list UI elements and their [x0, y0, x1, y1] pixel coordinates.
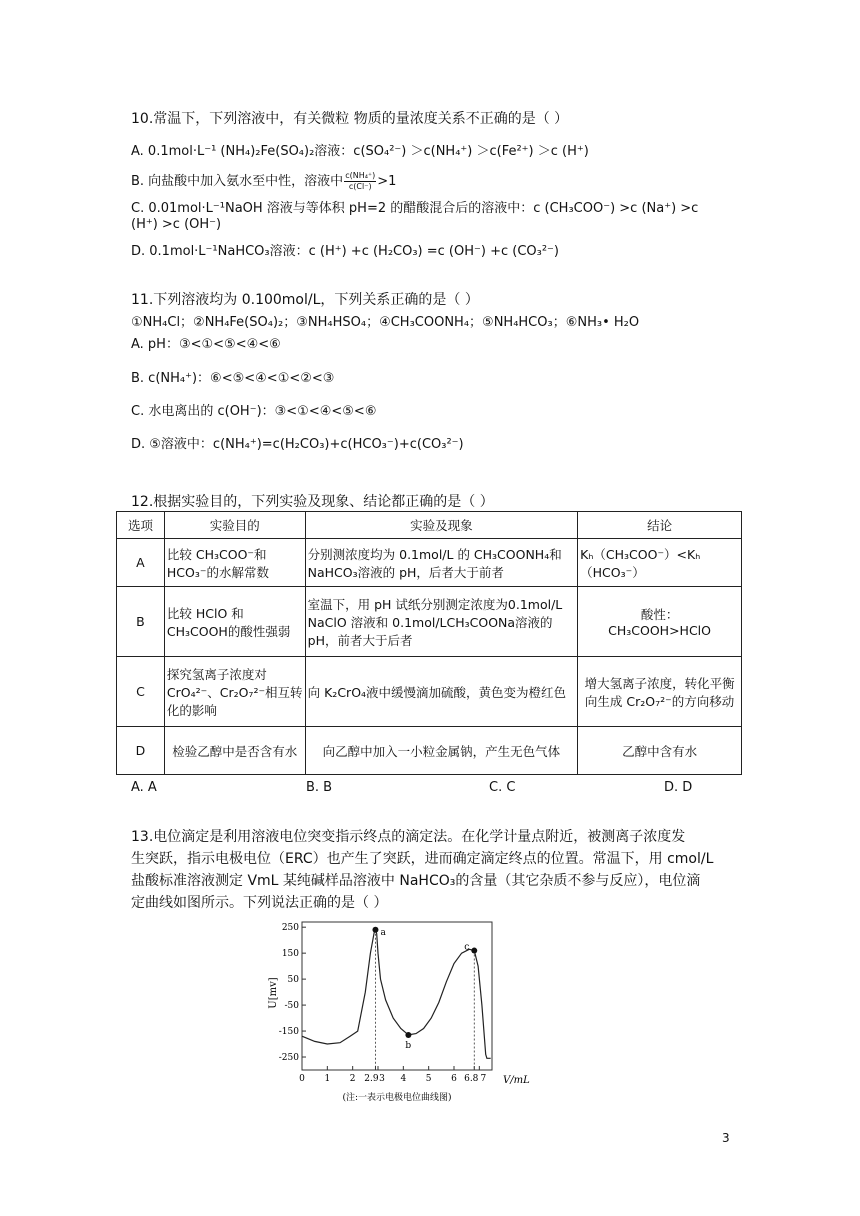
q11-stem: 11.下列溶液均为 0.100mol/L，下列关系正确的是（ ）	[131, 292, 479, 308]
row-experiment: 向 K₂CrO₄液中缓慢滴加硫酸，黄色变为橙红色	[305, 657, 578, 727]
row-conclusion: 增大氢离子浓度，转化平衡向生成 Cr₂O₇²⁻的方向移动	[578, 657, 742, 727]
header-purpose: 实验目的	[164, 512, 305, 539]
q10-option-b	[131, 170, 396, 192]
y-tick-label: 150	[281, 949, 299, 960]
table-row	[117, 727, 742, 775]
answer-d: D. D	[664, 780, 693, 795]
y-tick-label: 250	[281, 923, 299, 934]
q10-option-b-text: B. 向盐酸中加入氨水至中性，溶液中	[131, 174, 344, 189]
potential-titration-chart	[262, 910, 532, 1110]
data-point	[372, 927, 378, 933]
y-tick-label: -50	[284, 1001, 299, 1012]
x-tick-label: 2	[349, 1074, 356, 1084]
answer-b: B. B	[306, 780, 333, 795]
point-label: c	[464, 942, 470, 953]
q13-stem-line1: 13.电位滴定是利用溶液电位突变指示终点的滴定法。在化学计量点附近，被测离子浓度发	[131, 829, 686, 845]
row-label: B	[117, 587, 165, 657]
q10-stem: 10.常温下，下列溶液中，有关微粒 物质的量浓度关系不正确的是（ ）	[131, 111, 569, 127]
row-label: C	[117, 657, 165, 727]
row-conclusion: Kₕ（CH₃COO⁻）<Kₕ（HCO₃⁻）	[578, 539, 742, 587]
q11-option-a: A. pH：③<①<⑤<④<⑥	[131, 337, 281, 352]
row-conclusion: 酸性： CH₃COOH>HClO	[578, 587, 742, 657]
q10-option-c-line2: (H⁺) >c (OH⁻)	[131, 217, 222, 232]
row-conclusion: 乙醇中含有水	[578, 727, 742, 775]
q13-stem-line3: 盐酸标准溶液测定 VmL 某纯碱样品溶液中 NaHCO₃的含量（其它杂质不参与反应），电位滴	[131, 873, 701, 889]
x-tick-label: 2.9	[364, 1074, 379, 1084]
x-tick-label: 6.8	[464, 1074, 479, 1084]
data-point	[471, 948, 477, 954]
table-header-row	[117, 512, 742, 539]
row-purpose: 检验乙醇中是否含有水	[164, 727, 305, 775]
row-label: D	[117, 727, 165, 775]
table-row	[117, 657, 742, 727]
x-tick-label: 7	[480, 1074, 487, 1084]
x-tick-label: 5	[425, 1074, 432, 1084]
series-line	[302, 927, 491, 1059]
x-tick-label: 3	[379, 1074, 385, 1084]
x-tick-label: 0	[299, 1074, 305, 1084]
y-axis-label: U[mv]	[268, 977, 279, 1009]
x-tick-label: 1	[324, 1074, 331, 1084]
y-tick-label: 50	[287, 975, 299, 986]
y-tick-label: -150	[278, 1027, 299, 1038]
header-conclusion: 结论	[578, 512, 742, 539]
q13-stem-line4: 定曲线如图所示。下列说法正确的是（ ）	[131, 895, 388, 911]
y-tick-label: -250	[278, 1053, 299, 1064]
row-experiment: 室温下，用 pH 试纸分别测定浓度为0.1mol/L NaClO 溶液和 0.1mol/LCH₃COONa溶液的 pH，前者大于后者	[305, 587, 578, 657]
fraction-numerator: c(NH₄⁺)	[345, 171, 376, 180]
q12-table	[116, 511, 742, 775]
q10-option-d: D. 0.1mol·L⁻¹NaHCO₃溶液：c (H⁺) +c (H₂CO₃) =c (OH⁻) +c (CO₃²⁻)	[131, 244, 559, 259]
x-tick-label: 6	[451, 1074, 457, 1084]
row-label: A	[117, 539, 165, 587]
q13-stem-line2: 生突跃，指示电极电位（ERC）也产生了突跃，进而确定滴定终点的位置。常温下，用 cmol/L	[131, 851, 714, 867]
q11-option-b: B. c(NH₄⁺)：⑥<⑤<④<①<②<③	[131, 371, 335, 386]
point-label: b	[405, 1040, 412, 1051]
q10-option-a: A. 0.1mol·L⁻¹ (NH₄)₂Fe(SO₄)₂溶液：c(SO₄²⁻) ＞c(NH₄⁺) ＞c(Fe²⁺) ＞c (H⁺)	[131, 144, 589, 159]
fraction-denominator: c(Cl⁻)	[348, 182, 372, 191]
point-label: a	[380, 927, 386, 938]
data-point	[405, 1032, 411, 1038]
chart-caption: (注:一表示电极电位曲线图)	[342, 1093, 452, 1103]
page-number: 3	[722, 1131, 730, 1145]
row-purpose: 探究氢离子浓度对CrO₄²⁻、Cr₂O₇²⁻相互转化的影响	[164, 657, 305, 727]
q11-list: ①NH₄Cl；②NH₄Fe(SO₄)₂；③NH₄HSO₄；④CH₃COONH₄；⑤NH₄HCO₃；⑥NH₃• H₂O	[131, 315, 640, 330]
q10-option-c-line1: C. 0.01mol·L⁻¹NaOH 溶液与等体积 pH=2 的醋酸混合后的溶液中：c (CH₃COO⁻) >c (Na⁺) >c	[131, 201, 699, 216]
table-row	[117, 587, 742, 657]
table-row	[117, 539, 742, 587]
q11-option-d: D. ⑤溶液中：c(NH₄⁺)=c(H₂CO₃)+c(HCO₃⁻)+c(CO₃²⁻)	[131, 437, 464, 452]
q10-option-b-tail: >1	[377, 174, 397, 189]
row-experiment: 分别测浓度均为 0.1mol/L 的 CH₃COONH₄和NaHCO₃溶液的 pH，后者大于前者	[305, 539, 578, 587]
q11-option-c: C. 水电离出的 c(OH⁻)：③<①<④<⑤<⑥	[131, 404, 377, 419]
x-axis-label: V/mL	[503, 1075, 530, 1086]
x-tick-label: 4	[400, 1074, 407, 1084]
q10-option-b-fraction	[344, 171, 376, 192]
answer-c: C. C	[489, 780, 516, 795]
q12-stem: 12.根据实验目的，下列实验及现象、结论都正确的是（ ）	[131, 494, 494, 510]
header-experiment: 实验及现象	[305, 512, 578, 539]
row-purpose: 比较 CH₃COO⁻和 HCO₃⁻的水解常数	[164, 539, 305, 587]
row-purpose: 比较 HClO 和 CH₃COOH的酸性强弱	[164, 587, 305, 657]
answer-a: A. A	[131, 780, 157, 795]
header-option: 选项	[117, 512, 165, 539]
row-experiment: 向乙醇中加入一小粒金属钠，产生无色气体	[305, 727, 578, 775]
